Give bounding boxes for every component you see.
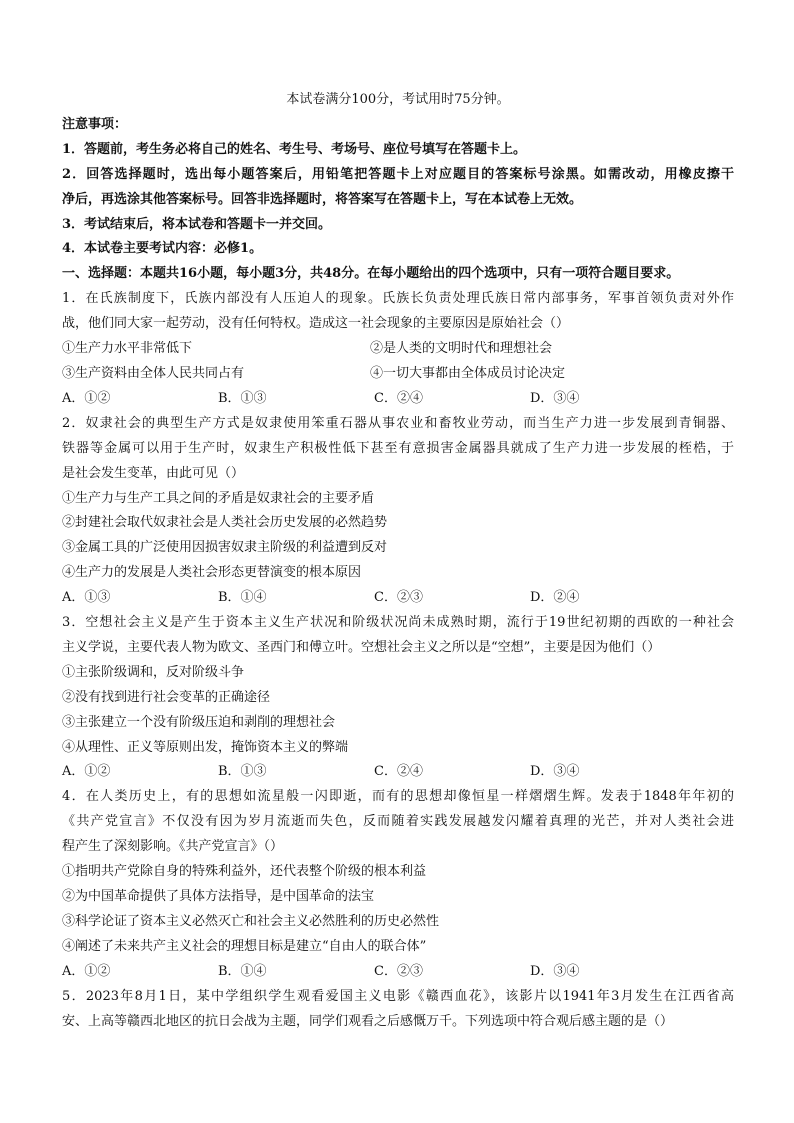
note-line: 净后，再选涂其他答案标号。回答非选择题时，将答案写在答题卡上，写在本试卷上无效。 xyxy=(62,191,583,207)
option-d: D．③④ xyxy=(530,963,580,979)
question-1-statements xyxy=(62,362,734,387)
question-2-stem: 铁器等金属可以用于生产时，奴隶生产积极性低下甚至有意损害金属器具就成了生产力进一步发展的桎梏，于 xyxy=(62,440,734,456)
statement: ③主张建立一个没有阶级压迫和剥削的理想社会 xyxy=(62,714,336,730)
question-5-stem: 安、上高等赣西北地区的抗日会战为主题，同学们观看之后感慨万千。下列选项中符合观后感主题的是（） xyxy=(62,1013,674,1029)
option-a: A．①② xyxy=(62,764,111,780)
question-4-stem: 程产生了深刻影响。《共产党宣言》（） xyxy=(62,839,284,855)
option-d: D．③④ xyxy=(530,764,580,780)
statement: ③金属工具的广泛使用因损害奴隶主阶级的利益遭到反对 xyxy=(62,540,388,556)
question-5-stem: 5．2023年8月1日，某中学组织学生观看爱国主义电影《赣西血花》，该影片以1941年3月发生在江西省高 xyxy=(62,988,734,1004)
option-d: D．③④ xyxy=(530,390,580,406)
question-2-stem: 是社会发生变革，由此可见（） xyxy=(62,465,245,481)
statement: ②为中国革命提供了具体方法指导，是中国革命的法宝 xyxy=(62,889,375,904)
statement: ③科学论证了资本主义必然灭亡和社会主义必然胜利的历史必然性 xyxy=(62,913,440,929)
statement: ④一切大事都由全体成员讨论决定 xyxy=(370,365,566,381)
question-3-options xyxy=(62,760,734,785)
option-c: C．②④ xyxy=(374,390,423,406)
statement: ④从理性、正义等原则出发，掩饰资本主义的弊端 xyxy=(62,739,349,755)
statement: ②是人类的文明时代和理想社会 xyxy=(370,341,553,357)
option-c: C．②④ xyxy=(374,764,423,780)
section-heading: 一、选择题：本题共16小题，每小题3分，共48分。在每小题给出的四个选项中，只有一项符合题目要求。 xyxy=(62,266,680,282)
question-1-options xyxy=(62,387,734,412)
question-2-stem: 2．奴隶社会的典型生产方式是奴隶使用笨重石器从事农业和畜牧业劳动，而当生产力进一步发展到青铜器、 xyxy=(62,415,734,431)
notes-title: 注意事项： xyxy=(62,116,128,132)
question-1-stem: 1．在氏族制度下，氏族内部没有人压迫人的现象。氏族长负责处理氏族日常内部事务，军事首领负责对外作 xyxy=(62,291,734,307)
option-a: A．①② xyxy=(62,390,111,406)
exam-page xyxy=(62,88,734,1034)
statement: ②封建社会取代奴隶社会是人类社会历史发展的必然趋势 xyxy=(62,515,388,531)
question-4-options xyxy=(62,960,734,985)
note-line: 3．考试结束后，将本试卷和答题卡一并交回。 xyxy=(62,216,332,232)
question-1-statements xyxy=(62,337,734,362)
option-b: B．①④ xyxy=(218,963,267,979)
option-d: D．②④ xyxy=(530,590,580,606)
option-c: C．②③ xyxy=(374,963,423,979)
option-a: A．①③ xyxy=(62,590,111,606)
option-a: A．①② xyxy=(62,963,111,979)
note-line: 1．答题前，考生务必将自己的姓名、考生号、考场号、座位号填写在答题卡上。 xyxy=(62,141,527,157)
option-c: C．②③ xyxy=(374,590,423,606)
note-line: 2．回答选择题时，选出每小题答案后，用铅笔把答题卡上对应题目的答案标号涂黑。如需改动，用橡皮擦干 xyxy=(62,166,734,182)
statement: ①主张阶级调和，反对阶级斗争 xyxy=(62,664,245,680)
statement: ①生产力与生产工具之间的矛盾是奴隶社会的主要矛盾 xyxy=(62,490,375,506)
statement: ④生产力的发展是人类社会形态更替演变的根本原因 xyxy=(62,565,362,581)
question-4-stem: 4．在人类历史上，有的思想如流星般一闪即逝，而有的思想却像恒星一样熠熠生辉。发表于1848年年初的 xyxy=(62,789,734,805)
option-b: B．①③ xyxy=(218,764,267,780)
statement: ①指明共产党除自身的特殊利益外，还代表整个阶级的根本利益 xyxy=(62,864,427,880)
question-3-stem: 主义学说，主要代表人物为欧文、圣西门和傅立叶。空想社会主义之所以是“空想”，主要是因为他们（） xyxy=(62,639,661,655)
statement: ③生产资料由全体人民共同占有 xyxy=(62,365,245,381)
statement: ④阐述了未来共产主义社会的理想目标是建立“自由人的联合体” xyxy=(62,938,427,954)
question-2-options xyxy=(62,586,734,611)
option-b: B．①④ xyxy=(218,590,267,606)
statement: ①生产力水平非常低下 xyxy=(62,341,193,357)
exam-info: 本试卷满分100分，考试用时75分钟。 xyxy=(286,92,510,107)
statement: ②没有找到进行社会变革的正确途径 xyxy=(62,689,271,705)
question-4-stem: 《共产党宣言》不仅没有因为岁月流逝而失色，反而随着实践发展越发闪耀着真理的光芒，并对人类社会进 xyxy=(62,814,734,830)
option-b: B．①③ xyxy=(218,390,267,406)
note-line: 4．本试卷主要考试内容：必修1。 xyxy=(62,241,263,257)
question-1-stem: 战，他们同大家一起劳动，没有任何特权。造成这一社会现象的主要原因是原始社会（） xyxy=(62,316,570,332)
question-3-stem: 3．空想社会主义是产生于资本主义生产状况和阶级状况尚未成熟时期，流行于19世纪初期的西欧的一种社会 xyxy=(62,615,734,631)
